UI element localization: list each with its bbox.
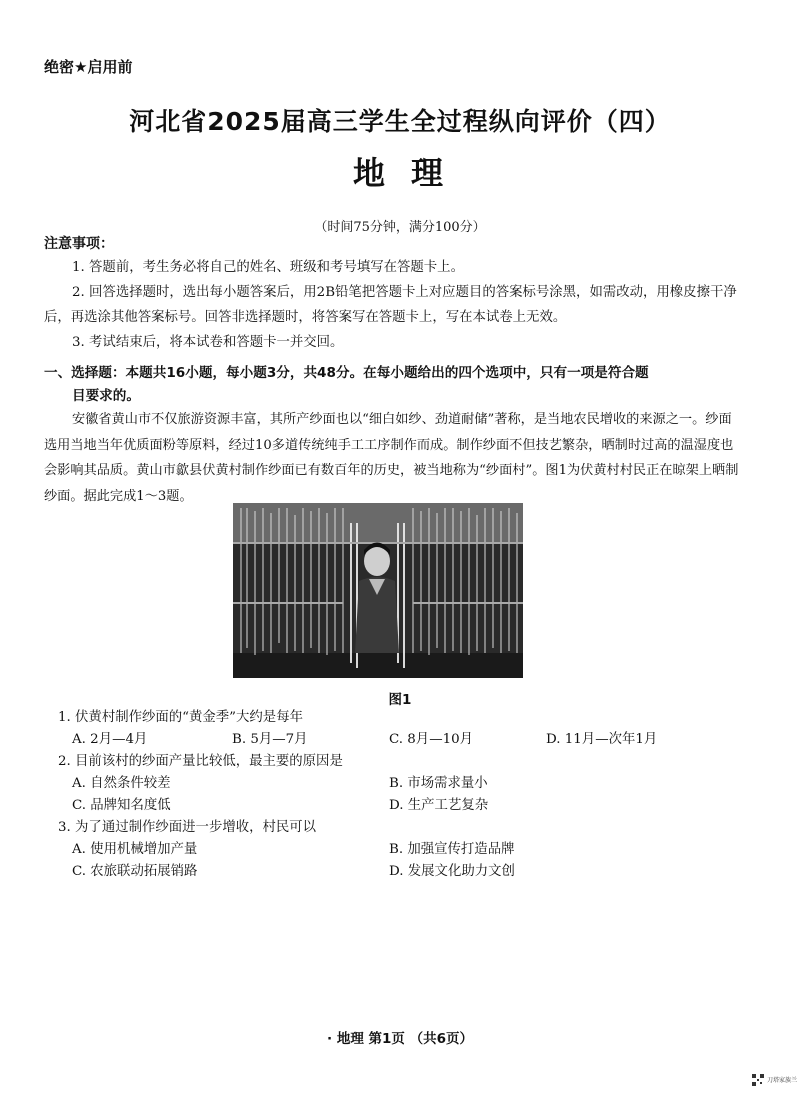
option-b[interactable]: B. 加强宣传打造品牌 [389,842,515,857]
figure-1-photo [233,503,523,678]
option-a[interactable]: A. 2月—4月 [72,732,148,747]
section-line-1: 一、选择题：本题共16小题，每小题3分，共48分。在每小题给出的四个选项中，只有一项是符合题 [44,365,649,381]
page-footer: · 地理 第1页 （共6页） [326,1031,473,1047]
question-2-options-row-1 [58,773,758,795]
notes-heading: 注意事项： [44,236,114,252]
question-1-stem: 1. 伏黄村制作纱面的“黄金季”大约是每年 [58,710,303,725]
question-2-stem: 2. 目前该村的纱面产量比较低，最主要的原因是 [58,754,343,769]
section-line-2: 目要求的。 [72,388,140,404]
option-d[interactable]: D. 发展文化助力文创 [389,864,515,879]
option-c[interactable]: C. 农旅联动拓展销路 [72,864,198,879]
option-a[interactable]: A. 使用机械增加产量 [72,842,198,857]
time-info: （时间75分钟，满分100分） [314,220,486,235]
secret-label: 绝密★启用前 [44,58,133,76]
question-3-stem: 3. 为了通过制作纱面进一步增收，村民可以 [58,820,317,835]
qr-code-icon [752,1074,764,1086]
option-b[interactable]: B. 市场需求量小 [389,776,488,791]
question-2-options-row-2 [58,795,758,817]
section-heading [44,362,744,408]
question-3-options-row-2 [58,861,758,883]
note-item: 3. 考试结束后，将本试卷和答题卡一并交回。 [72,335,344,350]
question-list [58,707,758,883]
subject-title: 地理 [352,154,469,192]
question-1-options [58,729,758,751]
option-c[interactable]: C. 品牌知名度低 [72,798,171,813]
option-d[interactable]: D. 生产工艺复杂 [389,798,489,813]
figure-caption: 图1 [388,692,412,708]
exam-title: 河北省2025届高三学生全过程纵向评价（四） [129,107,671,136]
option-a[interactable]: A. 自然条件较差 [72,776,171,791]
option-d[interactable]: D. 11月—次年1月 [546,732,658,747]
reading-passage: 安徽省黄山市不仅旅游资源丰富，其所产纱面也以“细白如纱、劲道耐储”著称，是当地农民增收的来源之一。纱面选用当地当年优质面粉等原料，经过10多道传统纯手工工序制作而成。制作纱面不但技艺繁杂，晒制时过高的温湿度也会影响其品质。黄山市歙县伏黄村制作纱面已有数百年的历史，被当地称为“纱面村”。图1为伏黄村村民正在晾架上晒制纱面。据此完成1～3题。 [44,412,739,504]
watermark-label: 刀塔家族兰 [767,1077,798,1084]
notes-list [44,255,744,355]
option-c[interactable]: C. 8月—10月 [389,732,474,747]
noodle-drying-image [233,503,523,678]
question-3-options-row-1 [58,839,758,861]
note-item: 1. 答题前，考生务必将自己的姓名、班级和考号填写在答题卡上。 [72,260,464,275]
option-b[interactable]: B. 5月—7月 [232,732,308,747]
note-item: 2. 回答选择题时，选出每小题答案后，用2B铅笔把答题卡上对应题目的答案标号涂黑，如需改动，用橡皮擦干净后，再选涂其他答案标号。回答非选择题时，将答案写在答题卡上，写在本试卷上无效。 [44,285,737,325]
